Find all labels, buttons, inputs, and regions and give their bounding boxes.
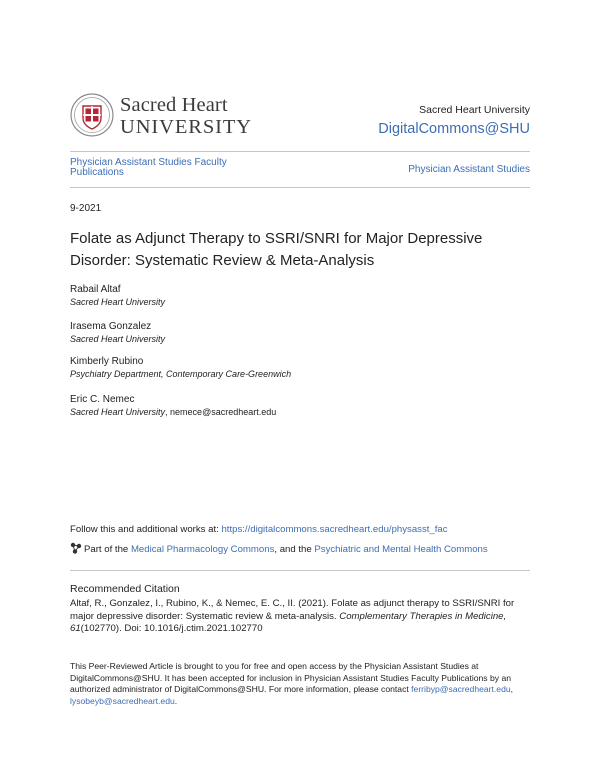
- part-of-prefix: Part of the: [84, 544, 131, 555]
- citation-divider: [70, 570, 530, 571]
- citation-part-2: (102770). Doi: 10.1016/j.ctim.2021.102770: [80, 623, 263, 634]
- access-notice: [70, 661, 532, 707]
- citation-text: [70, 598, 532, 636]
- author-affiliation: Sacred Heart University: [70, 334, 166, 344]
- author-affiliation: Sacred Heart University: [70, 407, 166, 417]
- logo-wordmark: [120, 95, 252, 137]
- citation-part-1: Altaf, R., Gonzalez, I., Rubino, K., & Nemec, E. C., II. (2021). Folate as adjunct therapy to SSRI/SNRI for major depressive disorder: Systematic review & meta-analysis.: [70, 598, 515, 622]
- author-entry: [70, 283, 165, 309]
- author-name: Irasema Gonzalez: [70, 321, 152, 332]
- medical-pharmacology-commons-link[interactable]: Medical Pharmacology Commons: [130, 544, 275, 555]
- collection-link-pa-studies[interactable]: Physician Assistant Studies: [408, 164, 530, 175]
- author-email[interactable]: , nemece@sacredheart.edu: [165, 407, 277, 417]
- article-title: Folate as Adjunct Therapy to SSRI/SNRI for Major Depressive Disorder: Systematic Review & Meta-Analysis: [70, 230, 483, 269]
- notice-end: .: [174, 695, 178, 706]
- header-divider: [70, 151, 530, 152]
- citation-heading: Recommended Citation: [70, 583, 180, 595]
- citation-journal: Complementary Therapies in Medicine, 61: [70, 610, 507, 634]
- part-of-middle: , and the: [274, 544, 315, 555]
- logo-line-2: UNIVERSITY: [120, 115, 252, 138]
- collection-url-link[interactable]: https://digitalcommons.sacredheart.edu/physasst_fac: [221, 524, 448, 535]
- contact-email-1-link[interactable]: ferribyp@sacredheart.edu: [411, 684, 511, 694]
- author-entry: [70, 393, 276, 419]
- contact-email-2-link[interactable]: lysobeyb@sacredheart.edu: [70, 695, 175, 706]
- collections-divider: [70, 187, 530, 188]
- notice-text: This Peer-Reviewed Article is brought to you for free and open access by the Physician Assistant Studies at DigitalCommons@SHU. It has been accepted for inclusion in Physician Assistant Studies Faculty Publications by an authorized administrator of DigitalCommons@SHU. For more information, please contact: [70, 661, 512, 694]
- author-affiliation: Sacred Heart University: [70, 297, 166, 307]
- publication-date: 9-2021: [70, 203, 102, 214]
- institution-name[interactable]: Sacred Heart University: [419, 104, 530, 116]
- follow-line: [70, 524, 448, 535]
- author-entry: [70, 355, 291, 381]
- author-name: Eric C. Nemec: [70, 394, 135, 405]
- logo-line-1: Sacred Heart: [120, 94, 228, 116]
- notice-separator: ,: [510, 684, 514, 694]
- author-name: Kimberly Rubino: [70, 356, 144, 367]
- network-icon: [70, 542, 82, 554]
- author-affiliation: Psychiatry Department, Contemporary Care-Greenwich: [70, 369, 292, 379]
- part-of-line: [70, 542, 488, 555]
- follow-text: Follow this and additional works at:: [70, 524, 222, 535]
- psychiatric-mental-health-commons-link[interactable]: Psychiatric and Mental Health Commons: [314, 544, 488, 555]
- university-seal-icon: [70, 93, 114, 137]
- repository-link[interactable]: DigitalCommons@SHU: [378, 121, 530, 137]
- collection-link-faculty-publications[interactable]: Physician Assistant Studies Faculty Publications: [70, 157, 227, 178]
- author-name: Rabail Altaf: [70, 284, 121, 295]
- author-entry: [70, 320, 165, 346]
- university-logo[interactable]: [70, 93, 252, 139]
